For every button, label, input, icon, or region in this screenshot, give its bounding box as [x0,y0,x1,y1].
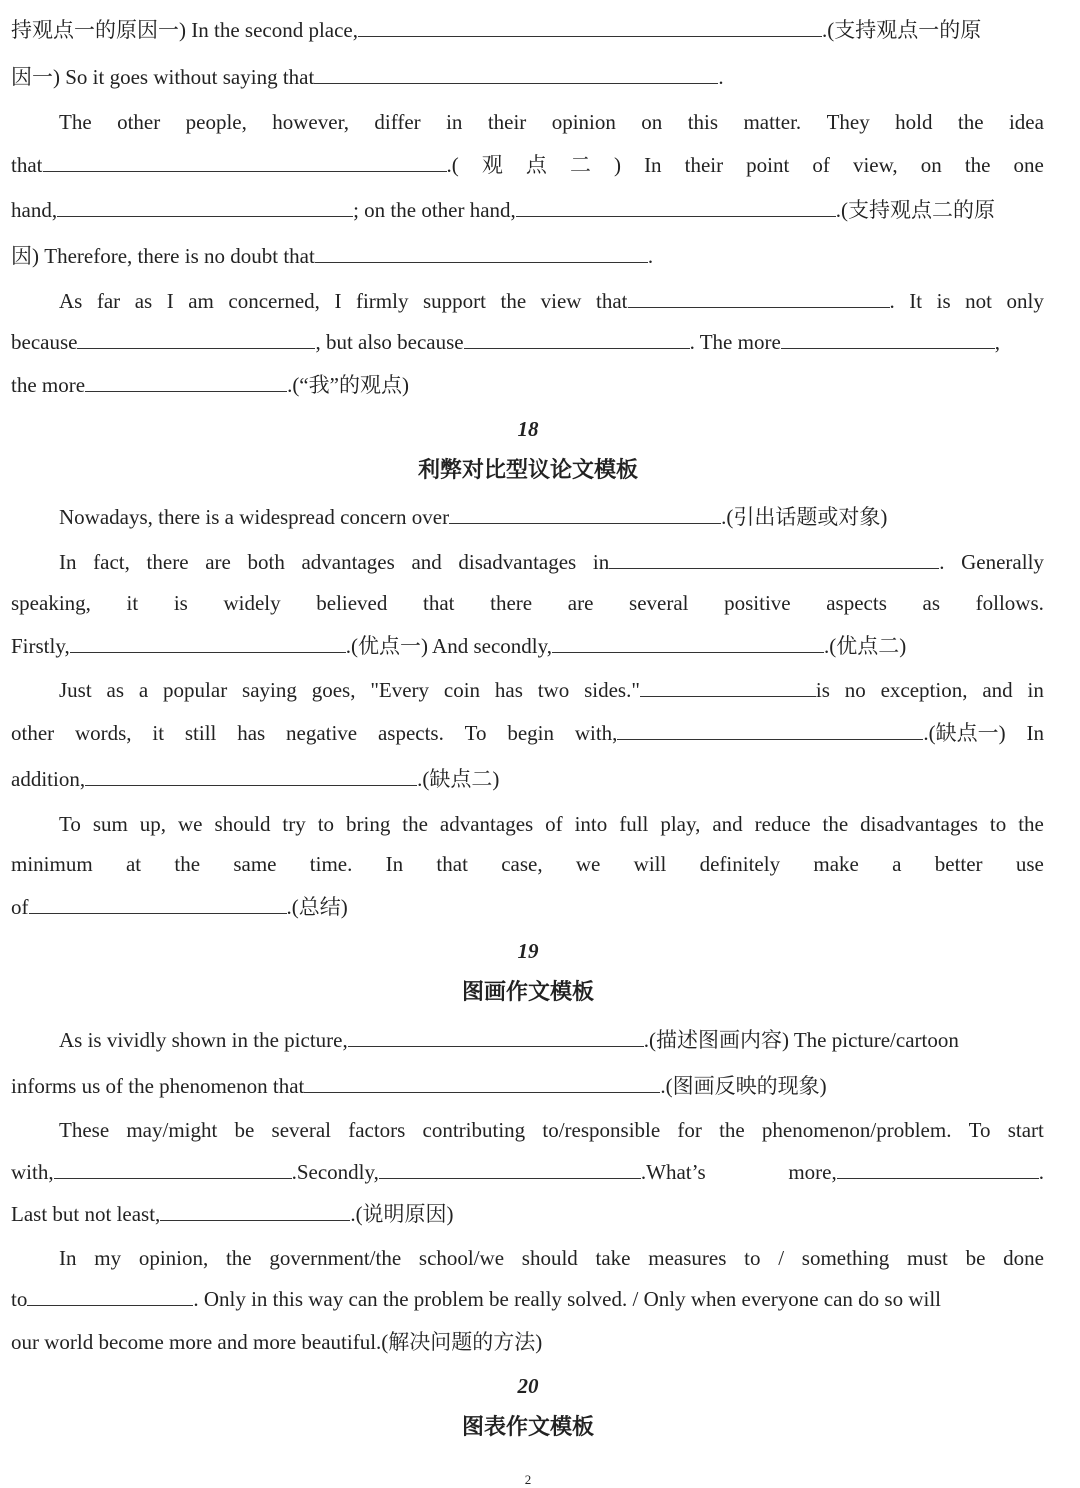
fill-blank [54,1160,292,1179]
fill-blank [57,198,353,217]
fill-blank [43,153,447,172]
fill-blank [29,895,287,914]
s18-p2-line1: In fact, there are both advantages and disadvantages in . Generally [59,550,1044,574]
s17-p1-line1: 持观点一的原因一) In the second place, .(支持观点一的原 [11,18,982,42]
fill-blank [837,1160,1039,1179]
fill-blank [449,505,721,524]
section-title: 图表作文模板 [461,1415,594,1440]
s17-p2-line2: that .( 观 点 二 ) In their point of view, on the one [11,153,1044,177]
s19-p2-line3: Last but not least, .(说明原因) [11,1202,454,1226]
fill-blank [379,1160,641,1179]
s19-p1-line1: As is vividly shown in the picture, .(描述图画内容) The picture/cartoon [59,1028,959,1052]
section-title: 利弊对比型议论文模板 [417,458,638,483]
fill-blank [628,289,890,308]
fill-blank [348,1028,644,1047]
s17-p3-line1: As far as I am concerned, I firmly support the view that . It is not only [59,289,1044,313]
fill-blank [314,65,718,84]
s18-p3-line2: other words, it still has negative aspects. To begin with, .(缺点一) In [11,721,1044,745]
section-title: 图画作文模板 [461,980,594,1005]
s18-p3-line1: Just as a popular saying goes, "Every coin has two sides." is no exception, and in [59,678,1044,702]
fill-blank [85,373,287,392]
s18-p2-line2: speaking, it is widely believed that there are several positive aspects as follows. [11,591,1044,615]
fill-blank [552,634,824,653]
s19-p3-line2: to . Only in this way can the problem be really solved. / Only when everyone can do so will [11,1287,941,1311]
page-number: 2 [524,1472,532,1487]
s18-p4-line1: To sum up, we should try to bring the advantages of into full play, and reduce the disadvantages to the [59,812,1044,836]
s17-p2-line1: The other people, however, differ in their opinion on this matter. They hold the idea [59,110,1044,134]
s17-p3-line3: the more .(“我”的观点) [11,373,409,397]
s19-p3-line1: In my opinion, the government/the school/we should take measures to / something must be done [59,1246,1044,1270]
fill-blank [27,1287,193,1306]
s18-p1-line1: Nowadays, there is a widespread concern over .(引出话题或对象) [59,505,888,529]
fill-blank [85,767,417,786]
section-number: 18 [517,417,539,441]
fill-blank [781,330,995,349]
s18-p4-line3: of .(总结) [11,895,348,919]
s18-p4-line2: minimum at the same time. In that case, we will definitely make a better use [11,852,1044,876]
fill-blank [464,330,690,349]
section-number: 20 [517,1374,539,1398]
fill-blank [609,550,939,569]
fill-blank [516,198,836,217]
s19-p2-line1: These may/might be several factors contributing to/responsible for the phenomenon/problem. To start [59,1118,1044,1142]
fill-blank [160,1202,350,1221]
fill-blank [315,244,648,263]
fill-blank [358,18,822,37]
s19-p2-line2: with, .Secondly, .What’s more, . [11,1160,1044,1184]
s18-p2-line3: Firstly, .(优点一) And secondly, .(优点二) [11,634,907,658]
s17-p3-line2: because , but also because . The more , [11,330,1001,354]
section-number: 19 [517,939,539,963]
fill-blank [304,1074,660,1093]
s19-p1-line2: informs us of the phenomenon that .(图画反映的现象) [11,1074,827,1098]
s17-p1-line2: 因一) So it goes without saying that . [11,65,724,89]
fill-blank [640,678,816,697]
s17-p2-line3: hand, ; on the other hand, .(支持观点二的原 [11,198,996,222]
s17-p2-line4: 因) Therefore, there is no doubt that . [11,244,654,268]
fill-blank [77,330,315,349]
s18-p3-line3: addition, .(缺点二) [11,767,500,791]
s19-p3-line3: our world become more and more beautiful.(解决问题的方法) [11,1330,543,1354]
fill-blank [617,721,923,740]
fill-blank [70,634,346,653]
